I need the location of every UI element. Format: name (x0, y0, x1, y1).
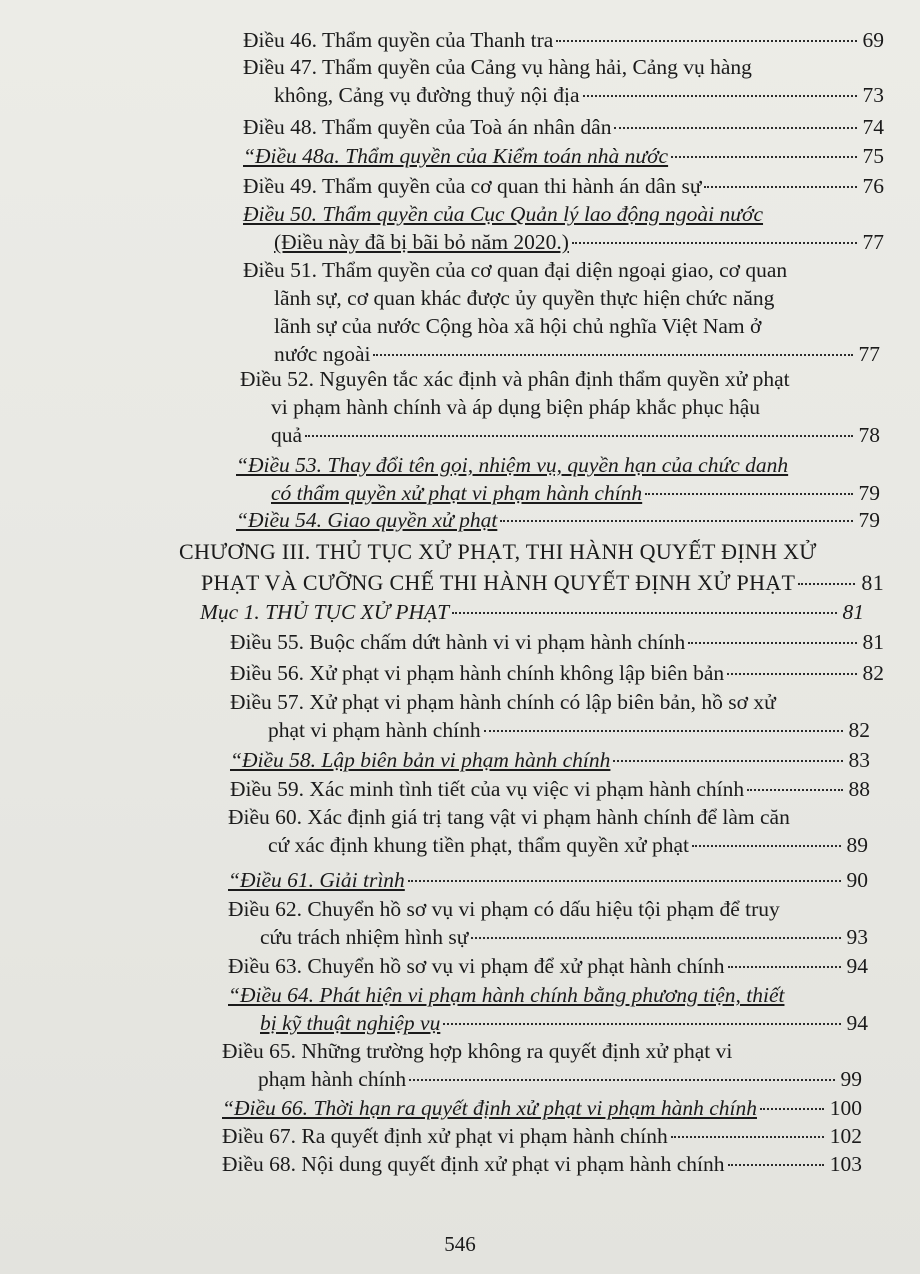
dot-leader (500, 520, 852, 522)
toc-entry-title: vi phạm hành chính và áp dụng biện pháp khắc phục hậu (271, 395, 760, 419)
toc-entry-title: Điều 55. Buộc chấm dứt hành vi vi phạm hành chính (230, 630, 686, 654)
toc-entry-line (228, 866, 868, 894)
toc-entry-title: “Điều 61. Giải trình (228, 868, 405, 892)
toc-entry-title: Điều 50. Thẩm quyền của Cục Quản lý lao động ngoài nước (243, 202, 764, 226)
toc-page-number: 94 (846, 1011, 868, 1035)
toc-entry-line (258, 1065, 862, 1093)
toc-page-number: 74 (862, 115, 884, 139)
dot-leader (556, 40, 856, 42)
toc-entry-title: Điều 65. Những trường hợp không ra quyết định xử phạt vi (222, 1039, 733, 1063)
toc-page-number: 99 (840, 1067, 862, 1091)
dot-leader (688, 642, 856, 644)
toc-entry-line (271, 479, 880, 507)
dot-leader (760, 1108, 824, 1110)
dot-leader (452, 612, 836, 614)
toc-page-number: 75 (862, 144, 884, 168)
page-number: 546 (444, 1232, 476, 1256)
toc-entry-title: Điều 63. Chuyển hồ sơ vụ vi phạm để xử phạt hành chính (228, 954, 725, 978)
toc-page-number: 79 (858, 508, 880, 532)
toc-entry-title: Điều 49. Thẩm quyền của cơ quan thi hành án dân sự (243, 174, 702, 198)
toc-entry-line (236, 451, 788, 479)
toc-entry-title: Điều 60. Xác định giá trị tang vật vi phạm hành chính để làm căn (228, 805, 790, 829)
toc-page-number: 76 (862, 174, 884, 198)
dot-leader (305, 435, 852, 437)
toc-entry-line (230, 628, 884, 656)
dot-leader (443, 1023, 840, 1025)
toc-page-number: 81 (842, 600, 864, 624)
toc-entry-title: (Điều này đã bị bãi bỏ năm 2020.) (274, 230, 569, 254)
dot-leader (484, 730, 843, 732)
toc-entry-title: phạt vi phạm hành chính (268, 718, 481, 742)
toc-page-number: 94 (846, 954, 868, 978)
dot-leader (728, 1164, 824, 1166)
toc-entry-line (222, 1122, 862, 1150)
toc-page-number: 102 (829, 1124, 862, 1148)
toc-entry-line (271, 421, 880, 449)
toc-entry-line (228, 803, 790, 831)
toc-entry-line (243, 113, 884, 141)
toc-entry-line (222, 1150, 862, 1178)
dot-leader (373, 354, 852, 356)
toc-page-number: 88 (848, 777, 870, 801)
toc-entry-line (228, 981, 784, 1009)
toc-entry-title: “Điều 53. Thay đổi tên gọi, nhiệm vụ, quyền hạn của chức danh (236, 453, 789, 477)
dot-leader (583, 95, 857, 97)
toc-entry-line (243, 200, 763, 228)
toc-entry-title: Điều 68. Nội dung quyết định xử phạt vi phạm hành chính (222, 1152, 725, 1176)
toc-entry-title: Điều 56. Xử phạt vi phạm hành chính không lập biên bản (230, 661, 725, 685)
toc-entry-line (179, 538, 817, 566)
toc-entry-title: có thẩm quyền xử phạt vi phạm hành chính (271, 481, 643, 505)
dot-leader (704, 186, 856, 188)
toc-entry-line (274, 81, 884, 109)
dot-leader (614, 127, 856, 129)
toc-entry-line (274, 284, 774, 312)
toc-page-number: 83 (848, 748, 870, 772)
toc-entry-line (230, 746, 870, 774)
toc-entry-title: CHƯƠNG III. THỦ TỤC XỬ PHẠT, THI HÀNH QUYẾT ĐỊNH XỬ (179, 539, 817, 564)
toc-page-number: 73 (862, 83, 884, 107)
toc-entry-title: Mục 1. THỦ TỤC XỬ PHẠT (200, 600, 450, 624)
dot-leader (728, 966, 841, 968)
toc-page-number: 77 (862, 230, 884, 254)
toc-page-number: 78 (858, 423, 880, 447)
toc-entry-title: cứ xác định khung tiền phạt, thẩm quyền xử phạt (268, 833, 689, 857)
toc-entry-line (274, 312, 761, 340)
toc-page-number: 90 (846, 868, 868, 892)
toc-entry-line (243, 26, 884, 54)
toc-entry-line (240, 365, 790, 393)
toc-entry-title: “Điều 48a. Thẩm quyền của Kiểm toán nhà nước (243, 144, 669, 168)
toc-entry-title: “Điều 58. Lập biên bản vi phạm hành chính (230, 748, 611, 772)
toc-entry-line (236, 506, 880, 534)
toc-entry-line (230, 688, 776, 716)
toc-entry-title: Điều 47. Thẩm quyền của Cảng vụ hàng hải, Cảng vụ hàng (243, 55, 752, 79)
toc-entry-line (222, 1037, 732, 1065)
toc-entry-title: Điều 57. Xử phạt vi phạm hành chính có lập biên bản, hồ sơ xử (230, 690, 776, 714)
toc-entry-title: Điều 67. Ra quyết định xử phạt vi phạm hành chính (222, 1124, 668, 1148)
toc-page-number: 81 (862, 630, 884, 654)
toc-page-number: 89 (846, 833, 868, 857)
toc-entry-title: “Điều 64. Phát hiện vi phạm hành chính bằng phương tiện, thiết (228, 983, 785, 1007)
toc-entry-line (228, 895, 780, 923)
toc-entry-line (260, 1009, 868, 1037)
dot-leader (471, 937, 840, 939)
dot-leader (408, 880, 841, 882)
toc-entry-line (222, 1094, 862, 1122)
toc-entry-title: “Điều 66. Thời hạn ra quyết định xử phạt vi phạm hành chính (222, 1096, 757, 1120)
dot-leader (798, 583, 855, 585)
toc-entry-line (230, 659, 884, 687)
toc-entry-title: Điều 48. Thẩm quyền của Toà án nhân dân (243, 115, 612, 139)
toc-page-number: 79 (858, 481, 880, 505)
dot-leader (613, 760, 842, 762)
toc-entry-title: Điều 62. Chuyển hồ sơ vụ vi phạm có dấu hiệu tội phạm để truy (228, 897, 780, 921)
toc-entry-line (260, 923, 868, 951)
dot-leader (645, 493, 852, 495)
toc-entry-title: lãnh sự, cơ quan khác được ủy quyền thực hiện chức năng (274, 286, 775, 310)
toc-entry-title: phạm hành chính (258, 1067, 407, 1091)
toc-page-number: 69 (862, 28, 884, 52)
toc-entry-title: Điều 51. Thẩm quyền của cơ quan đại diện ngoại giao, cơ quan (243, 258, 788, 282)
toc-entry-title: không, Cảng vụ đường thuỷ nội địa (274, 83, 580, 107)
toc-entry-title: Điều 46. Thẩm quyền của Thanh tra (243, 28, 554, 52)
dot-leader (671, 1136, 824, 1138)
dot-leader (671, 156, 856, 158)
toc-page-number: 77 (858, 342, 880, 366)
toc-page-number: 103 (829, 1152, 862, 1176)
toc-entry-line (230, 775, 870, 803)
toc-page-number: 82 (848, 718, 870, 742)
toc-entry-title: lãnh sự của nước Cộng hòa xã hội chủ nghĩa Việt Nam ở (274, 314, 762, 338)
toc-entry-line (200, 598, 864, 626)
toc-entry-line (243, 256, 787, 284)
toc-entry-title: Điều 59. Xác minh tình tiết của vụ việc vi phạm hành chính (230, 777, 745, 801)
dot-leader (572, 242, 857, 244)
dot-leader (727, 673, 856, 675)
toc-entry-title: Điều 52. Nguyên tắc xác định và phân định thẩm quyền xử phạt (240, 367, 790, 391)
toc-entry-line (274, 340, 880, 368)
toc-entry-line (274, 228, 884, 256)
toc-entry-line (243, 142, 884, 170)
dot-leader (747, 789, 842, 791)
dot-leader (692, 845, 841, 847)
toc-page-number: 100 (829, 1096, 862, 1120)
toc-page-number: 81 (861, 570, 884, 595)
toc-entry-line (243, 53, 752, 81)
dot-leader (409, 1079, 834, 1081)
toc-entry-title: “Điều 54. Giao quyền xử phạt (236, 508, 498, 532)
toc-page-number: 93 (846, 925, 868, 949)
toc-entry-title: nước ngoài (274, 342, 371, 366)
toc-entry-line (201, 569, 884, 597)
toc-entry-title: quả (271, 423, 303, 447)
toc-entry-line (243, 172, 884, 200)
toc-entry-title: bị kỹ thuật nghiệp vụ (260, 1011, 441, 1035)
toc-entry-line (268, 831, 868, 859)
toc-entry-line (271, 393, 760, 421)
toc-entry-title: cứu trách nhiệm hình sự (260, 925, 469, 949)
toc-entry-title: PHẠT VÀ CƯỠNG CHẾ THI HÀNH QUYẾT ĐỊNH XỬ PHẠT (201, 570, 796, 595)
toc-entry-line (268, 716, 870, 744)
toc-entry-line (228, 952, 868, 980)
toc-page-number: 82 (862, 661, 884, 685)
